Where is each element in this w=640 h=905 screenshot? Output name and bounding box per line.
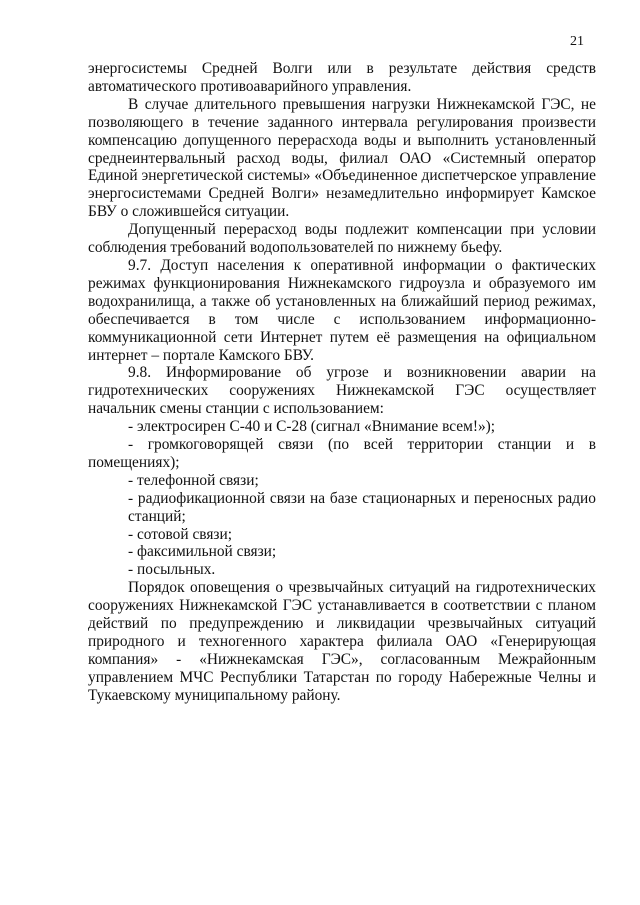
- list-item-loudspeaker: - громкоговорящей связи (по всей территории станции и в помещениях);: [88, 436, 596, 471]
- list-item-radio: - радиофикационной связи на базе стационарных и переносных радио станций;: [128, 489, 596, 525]
- page-number: 21: [570, 34, 584, 49]
- paragraph-compensation: Допущенный перерасход воды подлежит компенсации при условии соблюдения требований водопользователей по нижнему бьефу.: [88, 221, 596, 257]
- list-item-sirens: - электросирен С-40 и С-28 (сигнал «Внимание всем!»);: [128, 418, 496, 436]
- paragraph-overload: В случае длительного превышения нагрузки Нижнекамской ГЭС, не позволяющего в течение заданного интервала регулирования произвести компенсацию допущенного перерасхода воды и выполнить установленный среднеинтервальный расход воды, филиал ОАО «Системный оператор Единой энергетической системы» «Объединенное диспетчерское управление энергосистемами Средней Волги» незамедлительно информирует Камское БВУ о сложившейся ситуации.: [88, 95, 596, 221]
- list-item-phone: - телефонной связи;: [128, 471, 259, 489]
- paragraph-9-7: 9.7. Доступ населения к оперативной информации о фактических режимах функционирования Нижнекамского гидроузла и образуемого им водохранилища, а также об установленных на ближайший период режимах, обеспечивается в том числе с использованием информационно-коммуникационной сети Интернет путем её размещения на официальном интернет – портале Камского БВУ.: [88, 256, 596, 364]
- paragraph-notification-order: Порядок оповещения о чрезвычайных ситуаций на гидротехнических сооружениях Нижнекамской ГЭС устанавливается в соответствии с планом действий по предупреждению и ликвидации чрезвычайных ситуаций природного и техногенного характера филиала ОАО «Генерирующая компания» - «Нижнекамская ГЭС», согласованным Межрайонным управлением МЧС Республики Татарстан по городу Набережные Челны и Тукаевскому муниципальному району.: [88, 579, 596, 704]
- paragraph-9-8: 9.8. Информирование об угрозе и возникновении аварии на гидротехнических сооружениях Нижнекамской ГЭС осуществляет начальник смены станции с использованием:: [88, 364, 596, 418]
- paragraph-continuation: энергосистемы Средней Волги или в результате действия средств автоматического противоаварийного управления.: [88, 60, 596, 95]
- list-item-cellular: - сотовой связи;: [128, 525, 233, 543]
- list-item-couriers: - посыльных.: [128, 561, 216, 579]
- document-body: [88, 60, 596, 705]
- list-item-fax: - факсимильной связи;: [128, 543, 277, 561]
